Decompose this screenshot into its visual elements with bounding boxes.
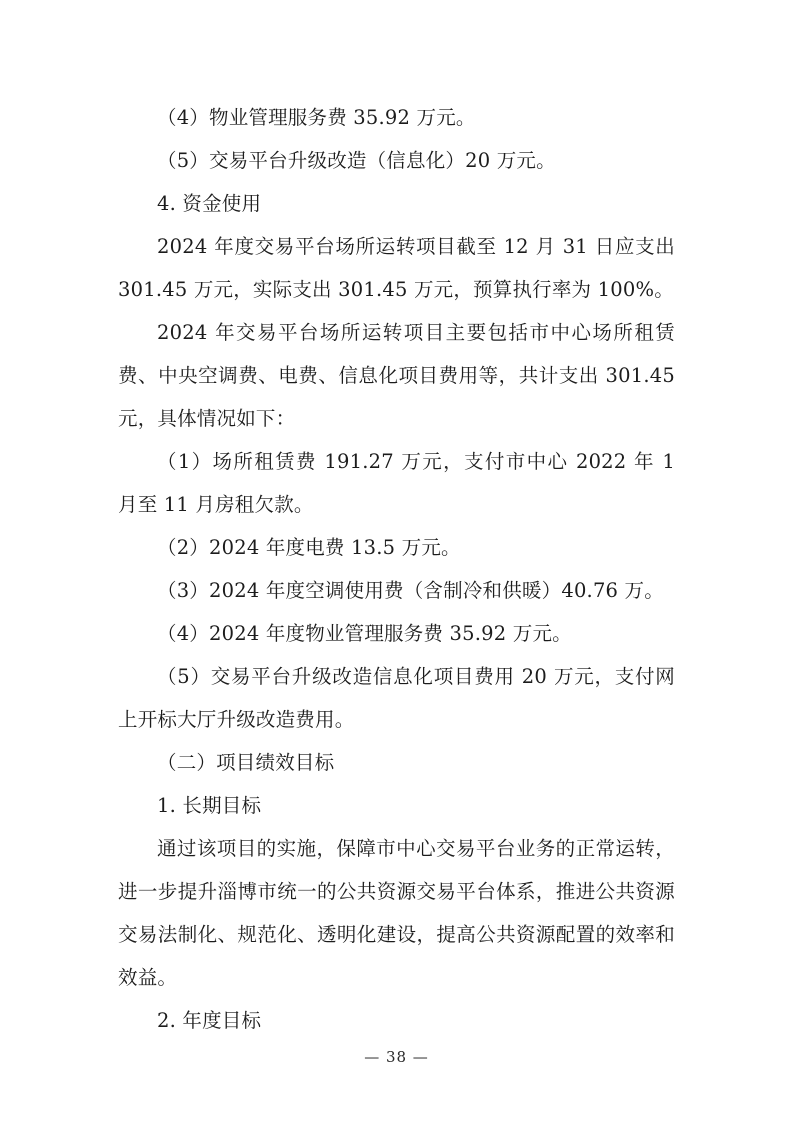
paragraph: （2）2024 年度电费 13.5 万元。	[157, 536, 461, 559]
paragraph: 2024 年交易平台场所运转项目主要包括市中心场所租赁费、中央空调费、电费、信息化项目费用等，共计支出 301.45 元，具体情况如下：	[118, 321, 675, 430]
paragraph: （5）交易平台升级改造信息化项目费用 20 万元，支付网上开标大厅升级改造费用。	[118, 665, 675, 731]
paragraph: （4）2024 年度物业管理服务费 35.92 万元。	[157, 622, 572, 645]
paragraph: （5）交易平台升级改造（信息化）20 万元。	[157, 149, 556, 172]
paragraph: （3）2024 年度空调使用费（含制冷和供暖）40.76 万。	[157, 579, 664, 602]
paragraph: 4. 资金使用	[157, 192, 262, 215]
document-body	[118, 96, 675, 1042]
paragraph: 2. 年度目标	[157, 1009, 262, 1032]
paragraph: （1）场所租赁费 191.27 万元，支付市中心 2022 年 1 月至 11 月房租欠款。	[118, 450, 675, 516]
paragraph: 通过该项目的实施，保障市中心交易平台业务的正常运转，进一步提升淄博市统一的公共资源交易平台体系，推进公共资源交易法制化、规范化、透明化建设，提高公共资源配置的效率和效益。	[118, 837, 675, 989]
paragraph: （4）物业管理服务费 35.92 万元。	[157, 106, 476, 129]
paragraph: 1. 长期目标	[157, 794, 262, 817]
paragraph: （二）项目绩效目标	[157, 751, 335, 774]
paragraph: 2024 年度交易平台场所运转项目截至 12 月 31 日应支出 301.45 万元，实际支出 301.45 万元，预算执行率为 100%。	[118, 235, 675, 301]
page-number: — 38 —	[364, 1048, 429, 1066]
